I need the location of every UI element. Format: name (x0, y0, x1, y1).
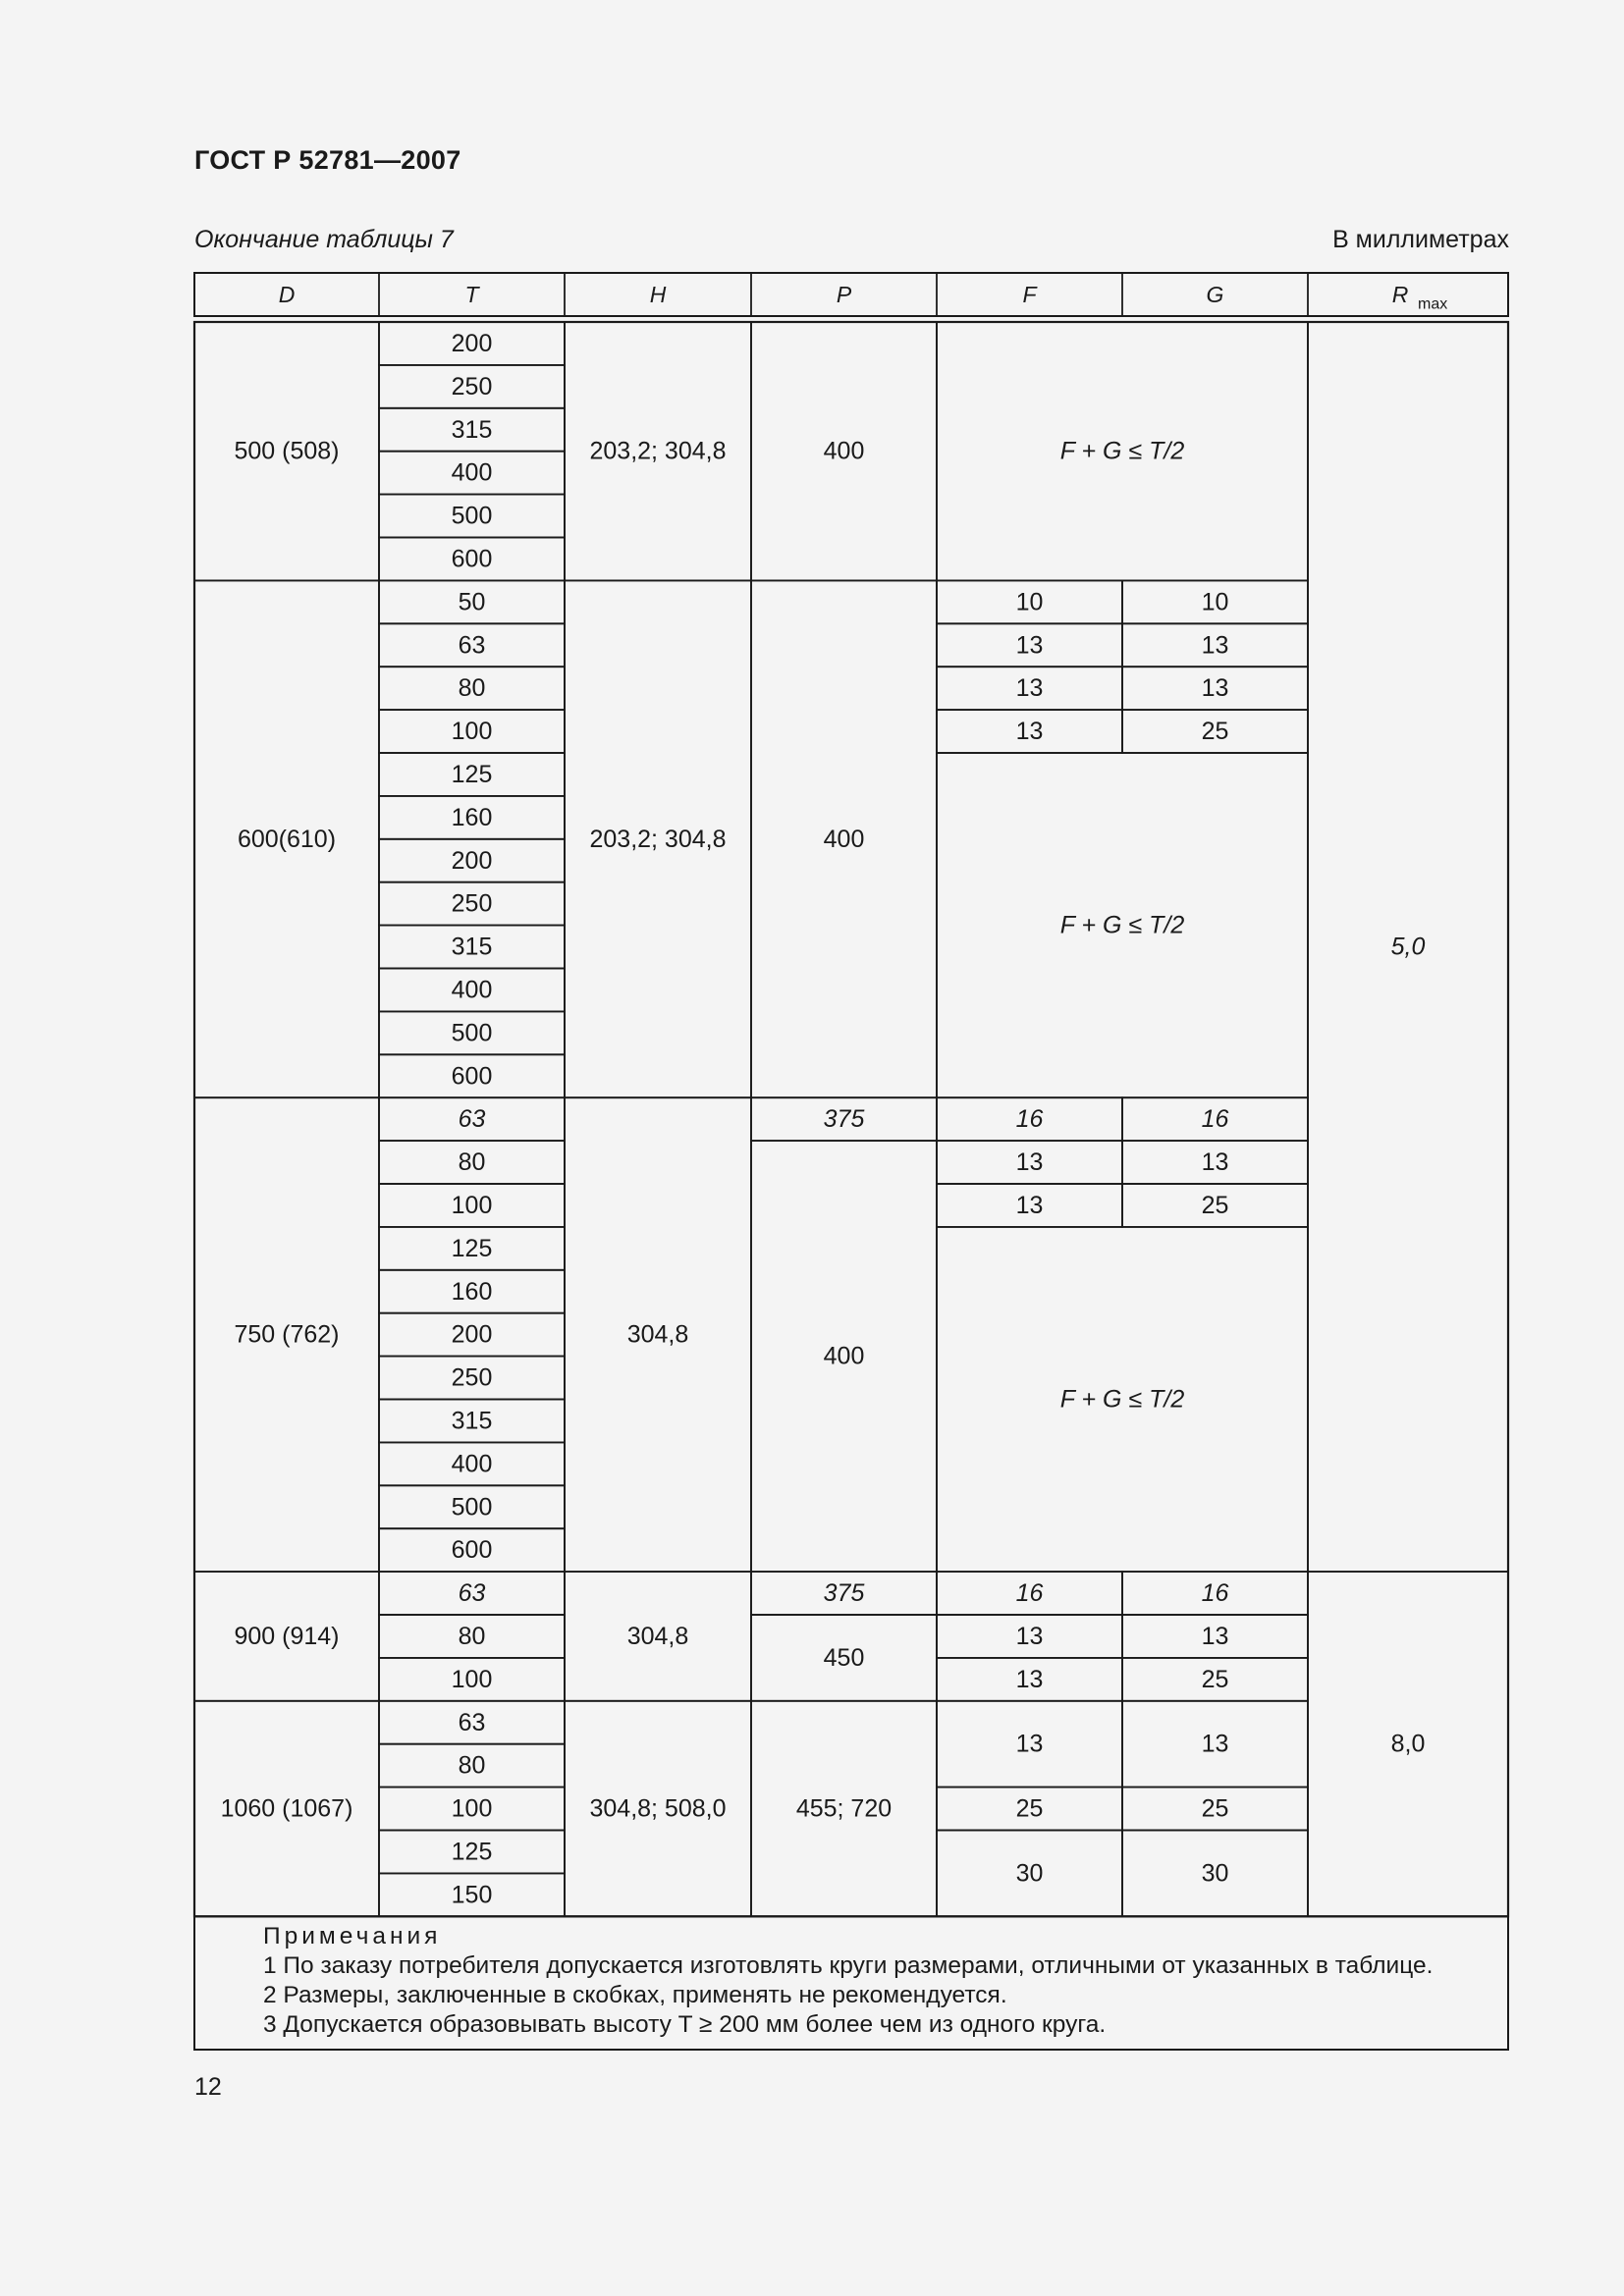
t-value: 500 (451, 1019, 493, 1047)
p-value: 450 (823, 1643, 865, 1672)
t-value: 250 (451, 1363, 493, 1392)
t-value: 200 (451, 1320, 493, 1349)
f-value: 16 (1015, 1579, 1044, 1608)
page-number: 12 (194, 2073, 222, 2101)
f-value: 16 (1015, 1105, 1044, 1134)
f-value: 13 (1015, 1622, 1044, 1650)
t-value: 500 (451, 502, 493, 530)
d-value: 900 (914) (234, 1622, 340, 1650)
t-value: 500 (451, 1493, 493, 1522)
p-value: 400 (823, 1342, 865, 1370)
t-value: 160 (451, 803, 493, 831)
t-value: 400 (451, 1450, 493, 1478)
t-value: 80 (458, 1622, 486, 1650)
h-value: 304,8 (626, 1320, 689, 1349)
f-value: 25 (1015, 1794, 1044, 1823)
h-value: 203,2; 304,8 (589, 437, 727, 465)
t-value: 125 (451, 760, 493, 788)
g-value: 25 (1201, 718, 1229, 746)
p-value: 375 (823, 1105, 865, 1134)
t-value: 400 (451, 458, 493, 487)
p-value: 400 (823, 825, 865, 853)
d-value: 600(610) (237, 825, 337, 853)
t-value: 63 (458, 631, 486, 660)
t-value: 100 (451, 1794, 493, 1823)
t-value: 100 (451, 1191, 493, 1219)
t-value: 63 (458, 1708, 486, 1736)
header-cell-d: D (278, 282, 296, 307)
f-value: 10 (1015, 588, 1044, 616)
t-value: 100 (451, 718, 493, 746)
t-value: 600 (451, 545, 493, 573)
t-value: 125 (451, 1838, 493, 1866)
t-value: 63 (458, 1579, 486, 1608)
p-value: 400 (823, 437, 865, 465)
rmax-value: 8,0 (1390, 1730, 1426, 1758)
note-item-2: 2 Размеры, заключенные в скобках, применять не рекомендуется. (263, 1982, 1007, 2008)
t-value: 80 (458, 674, 486, 703)
h-value: 203,2; 304,8 (589, 825, 727, 853)
t-value: 200 (451, 846, 493, 875)
t-value: 100 (451, 1665, 493, 1693)
g-value: 16 (1201, 1579, 1229, 1608)
p-value: 455; 720 (795, 1794, 893, 1823)
header-cell-f: F (1022, 282, 1037, 307)
g-value: 16 (1201, 1105, 1229, 1134)
h-value: 304,8; 508,0 (589, 1794, 727, 1823)
note-item-1: 1 По заказу потребителя допускается изготовлять круги размерами, отличными от указанных в таблице. (263, 1952, 1434, 1979)
g-value: 10 (1201, 588, 1229, 616)
f-value: 13 (1015, 1730, 1044, 1758)
g-value: 13 (1201, 1730, 1229, 1758)
g-value: 13 (1201, 674, 1229, 703)
note-item-3: 3 Допускается образовывать высоту T ≥ 200 мм более чем из одного круга. (263, 2011, 1107, 2038)
notes-block (263, 1922, 1433, 2040)
f-value: 13 (1015, 674, 1044, 703)
header-rmax-subscript: max (1418, 295, 1448, 313)
d-value: 750 (762) (234, 1320, 340, 1349)
fg-condition-formula: F + G ≤ T/2 (1059, 437, 1185, 465)
d-value: 500 (508) (234, 437, 340, 465)
g-value: 13 (1201, 1148, 1229, 1177)
f-value: 13 (1015, 718, 1044, 746)
t-value: 600 (451, 1062, 493, 1091)
f-value: 13 (1015, 1148, 1044, 1177)
t-value: 50 (458, 588, 486, 616)
t-value: 160 (451, 1277, 493, 1306)
t-value: 400 (451, 976, 493, 1004)
g-value: 13 (1201, 1622, 1229, 1650)
t-value: 80 (458, 1148, 486, 1177)
t-value: 150 (451, 1881, 493, 1909)
g-value: 13 (1201, 631, 1229, 660)
d-value: 1060 (1067) (220, 1794, 353, 1823)
f-value: 13 (1015, 631, 1044, 660)
f-value: 30 (1015, 1859, 1044, 1888)
rmax-value: 5,0 (1390, 933, 1426, 961)
g-value: 25 (1201, 1191, 1229, 1219)
g-value: 25 (1201, 1794, 1229, 1823)
t-value: 315 (451, 1407, 493, 1435)
t-value: 80 (458, 1751, 486, 1780)
t-value: 250 (451, 372, 493, 400)
header-cell-g: G (1206, 282, 1224, 307)
units-label: В миллиметрах (1332, 226, 1509, 253)
t-value: 250 (451, 889, 493, 918)
notes-title: Примечания (263, 1923, 442, 1949)
document-standard-title: ГОСТ Р 52781—2007 (194, 145, 461, 175)
t-value: 125 (451, 1234, 493, 1262)
header-cell-t: T (464, 282, 479, 307)
header-cell-p: P (836, 282, 852, 307)
fg-condition-formula: F + G ≤ T/2 (1059, 1385, 1185, 1414)
g-value: 25 (1201, 1665, 1229, 1693)
f-value: 13 (1015, 1665, 1044, 1693)
header-cell-h: H (649, 282, 667, 307)
t-value: 63 (458, 1105, 486, 1134)
t-value: 200 (451, 329, 493, 357)
p-value: 375 (823, 1579, 865, 1608)
h-value: 304,8 (626, 1622, 689, 1650)
table-caption: Окончание таблицы 7 (194, 226, 454, 253)
f-value: 13 (1015, 1191, 1044, 1219)
t-value: 600 (451, 1536, 493, 1565)
t-value: 315 (451, 415, 493, 444)
header-cell-rmax: R (1391, 282, 1409, 307)
t-value: 315 (451, 933, 493, 961)
g-value: 30 (1201, 1859, 1229, 1888)
fg-condition-formula: F + G ≤ T/2 (1059, 911, 1185, 939)
